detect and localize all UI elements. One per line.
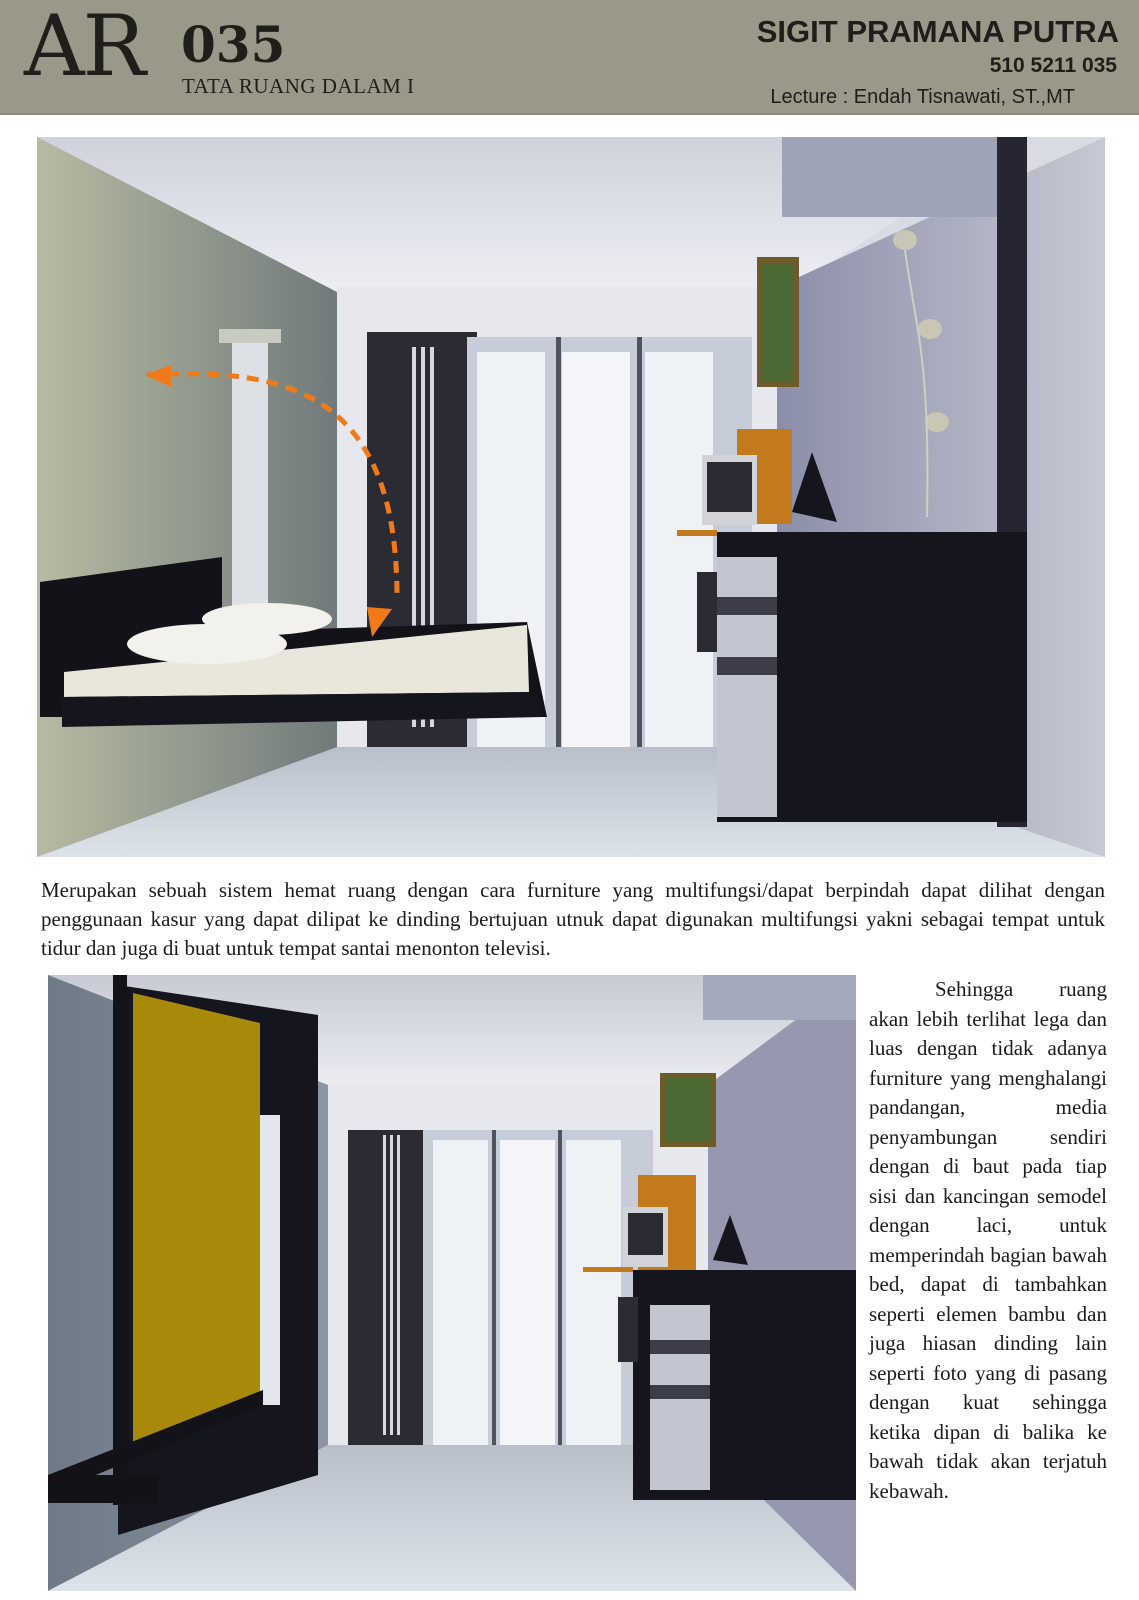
author-name: SIGIT PRAMANA PUTRA [756,14,1119,49]
course-number: 035 [181,15,286,74]
bedroom-render-bed-folded-image [48,975,856,1591]
header-banner [0,0,1139,115]
bedroom-render-bed-down-image [37,137,1105,857]
course-name: TATA RUANG DALAM I [182,74,415,98]
student-id: 510 5211 035 [989,54,1117,77]
description-paragraph-2: Sehingga ruang akan lebih terlihat lega dan luas dengan tidak adanya furniture yang menghalangi pandangan, media penyambungan sendiri dengan di baut pada tiap sisi dan kancingan semodel dengan laci, untuk memperindah bagian bawah bed, dapat di tambahkan seperti elemen bambu dan juga hiasan dinding lain seperti foto yang di pasang dengan kuat sehingga ketika dipan di balika ke bawah tidak akan terjatuh kebawah. [869,977,1107,1503]
bedroom-render-bed-down [37,137,1105,857]
description-paragraph-1: Merupakan sebuah sistem hemat ruang dengan cara furniture yang multifungsi/dapat berpindah dapat dilihat dengan penggunaan kasur yang dapat dilipat ke dinding bertujuan utnuk dapat digunakan multifungsi yakni sebagai tempat untuk tidur dan juga di buat untuk tempat santai menonton televisi. [41,878,1105,960]
course-code: AR [24,0,144,95]
bedroom-render-bed-folded [48,975,856,1591]
lecturer: Lecture : Endah Tisnawati, ST.,MT [770,86,1075,108]
